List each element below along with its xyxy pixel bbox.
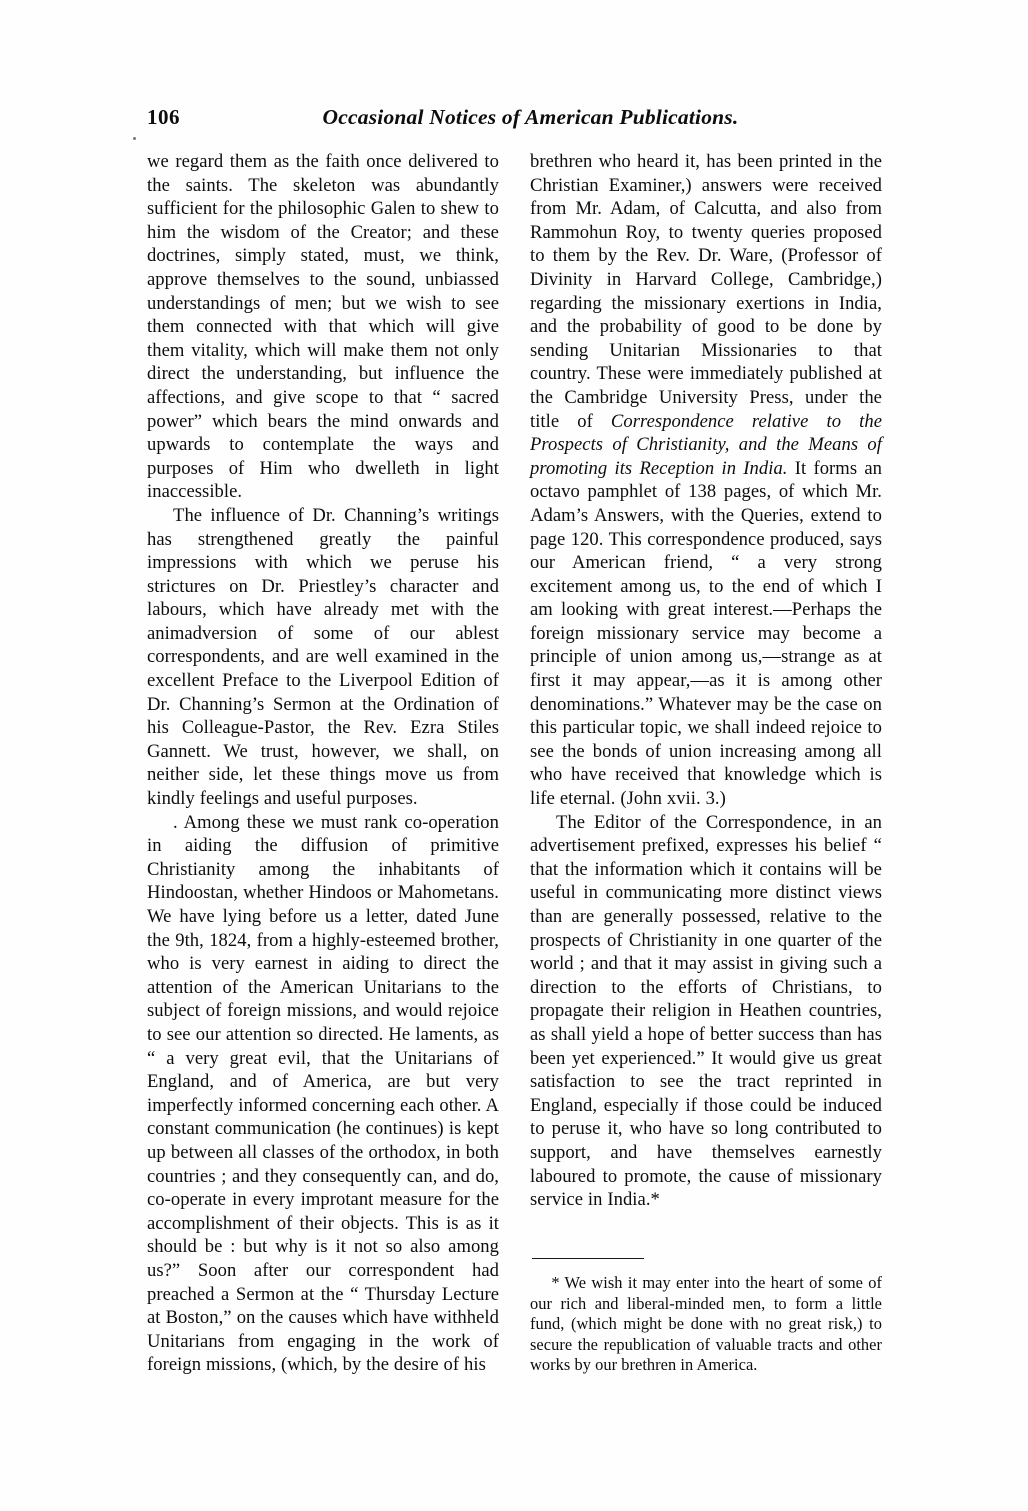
text-run: The Editor of the Correspondence, in an advertisement prefixed, expresses his belief “ that the information which it contains will be useful in communicating more distinct views than are generally possessed, relative to the prospects of Christianity in one quarter of the world ; and that it may assist in giving such a direction to the efforts of Christians, to propagate their religion in Heathen countries, as shall yield a hope of better success than has been yet experienced.” It would give us great satisfaction to see the tract reprinted in England, especially if those could be induced to peruse it, who have so long contributed to support, and have themselves earnestly laboured to promote, the cause of missionary service in India.* bbox=[530, 811, 882, 1211]
paragraph: we regard them as the faith once delivered to the saints. The skeleton was abundantly sufficient for the philosophic Galen to shew to him the wisdom of the Creator; and these doctrines, simply stated, must, we think, approve themselves to the sound, unbiassed understandings of men; but we wish to see them connected with that which will give them vitality, which will make them not only direct the understanding, but influence the affections, and give scope to that “ sacred power” which bears the mind onwards and upwards to contemplate the ways and purposes of Him who dwelleth in light inaccessible. bbox=[147, 151, 499, 503]
footnote-text: * We wish it may enter into the heart of some of our rich and liberal-minded men, to form a little fund, (which might be done with no great risk,) to secure the republication of valuable tracts and other works by our brethren in America. bbox=[530, 1273, 882, 1375]
page-number: 106 bbox=[147, 105, 180, 129]
scan-speck bbox=[133, 137, 136, 140]
italic-title-run: Correspondence relative to the Prospects of Christianity, and the Means of promoting its Reception in India. bbox=[530, 410, 882, 479]
footnote-block bbox=[530, 1258, 882, 1376]
footnote-rule bbox=[532, 1258, 644, 1259]
text-run: brethren who heard it, has been printed in the Christian Examiner,) answers were received from Mr. Adam, of Calcutta, and also from Rammohun Roy, to twenty queries proposed to them by the Rev. Dr. Ware, (Professor of Divinity in Harvard College, Cambridge,) regarding the missionary exertions in India, and the probability of good to be done by sending Unitarian Missionaries to that country. These were immediately published at the Cambridge University Press, under the title of bbox=[530, 151, 882, 432]
paragraph bbox=[530, 150, 882, 811]
running-title: Occasional Notices of American Publications. bbox=[322, 105, 739, 129]
paragraph: The influence of Dr. Channing’s writings has strengthened greatly the painful impressions with which we peruse his strictures on Dr. Priestley’s character and labours, which have already met with the animadversion of some of our ablest correspondents, and are well examined in the excellent Preface to the Liverpool Edition of Dr. Channing’s Sermon at the Ordination of his Colleague-Pastor, the Rev. Ezra Stiles Gannett. We trust, however, we shall, on neither side, let these things move us from kindly feelings and useful purposes. bbox=[147, 504, 499, 810]
paragraph: . Among these we must rank co-operation in aiding the diffusion of primitive Christianity among the inhabitants of Hindoostan, whether Hindoos or Mahometans. We have lying before us a letter, dated June the 9th, 1824, from a highly-esteemed brother, who is very earnest in aiding to direct the attention of the American Unitarians to the subject of foreign missions, and would rejoice to see our attention so directed. He laments, as “ a very great evil, that the Unitarians of England, and of America, are but very imperfectly informed concerning each other. A constant communication (he continues) is kept up between all classes of the orthodox, in both countries ; and they consequently can, and do, co-operate in every improtant measure for the accomplishment of their objects. This is as it should be : but why is it not so also among us?” Soon after our correspondent had preached a Sermon at the “ Thursday Lecture at Boston,” on the causes which have withheld Unitarians from engaging in the work of foreign missions, (which, by the desire of his bbox=[147, 811, 499, 1376]
column-right bbox=[530, 150, 882, 1212]
paragraph bbox=[530, 811, 882, 1212]
column-left bbox=[147, 150, 499, 1377]
text-run: It forms an octavo pamphlet of 138 pages, of which Mr. Adam’s Answers, with the Queries, extend to page 120. This correspondence produced, says our American friend, “ a very strong excitement among us, to the end of which I am looking with great interest.—Perhaps the foreign missionary service may become a principle of union among us,—strange as at first it may appear,—as it is among other denominations.” Whatever may be the case on this particular topic, we shall indeed rejoice to see the bonds of union increasing among all who have received that knowledge which is life eternal. (John xvii. 3.) bbox=[530, 457, 882, 810]
running-head bbox=[147, 104, 882, 134]
